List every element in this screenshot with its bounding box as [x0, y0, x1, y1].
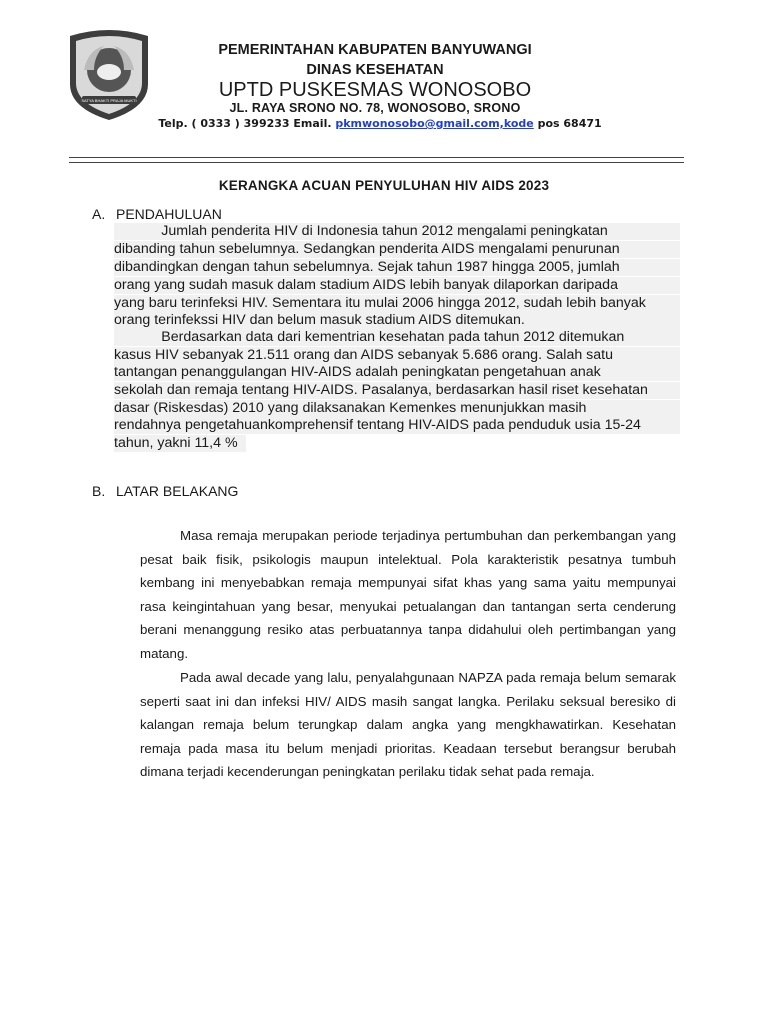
section-a-line: Berdasarkan data dari kementrian kesehatan pada tahun 2012 ditemukan — [114, 329, 680, 346]
section-a-line: dasar (Riskesdas) 2010 yang dilaksanakan Kemenkes menunjukkan masih — [114, 400, 680, 417]
section-a-line: rendahnya pengetahuankomprehensif tentang HIV-AIDS pada penduduk usia 15-24 — [114, 417, 680, 434]
emblem-center-figure — [97, 64, 121, 80]
regency-emblem-logo — [64, 26, 154, 122]
section-b-number: B. — [92, 483, 106, 499]
section-a-line: kasus HIV sebanyak 21.511 orang dan AIDS sebanyak 5.686 orang. Salah satu — [114, 347, 680, 364]
section-b-paragraph: Masa remaja merupakan periode terjadinya pertumbuhan dan perkembangan yang pesat baik fisik, psikologis maupun intelektual. Pola karakteristik pesatnya tumbuh kembang ini menyebabkan remaja mempunyai sifat khas yang sama yaitu mempunyai rasa keingintahuan yang besar, menyukai petualangan dan tantangan serta cenderung berani menanggung resiko atas perbuatannya tanpa didahului oleh pertimbangan yang matang. — [140, 528, 676, 661]
contact-phone: Telp. ( 0333 ) 399233 Email. — [158, 117, 336, 130]
section-a-line: sekolah dan remaja tentang HIV-AIDS. Pasalanya, berdasarkan hasil riset kesehatan — [114, 382, 680, 399]
section-a-line: orang yang sudah masuk dalam stadium AIDS lebih banyak dilaporkan daripada — [114, 277, 680, 294]
government-name: PEMERINTAHAN KABUPATEN BANYUWANGI — [218, 42, 532, 58]
emblem-motto: SATYA BHAKTI PRAJA MUKTI — [81, 98, 137, 103]
section-a-heading — [92, 206, 222, 222]
document-title: KERANGKA ACUAN PENYULUHAN HIV AIDS 2023 — [218, 178, 550, 193]
section-a-line: orang terinfekssi HIV dan belum masuk stadium AIDS ditemukan. — [114, 312, 680, 329]
contact-postal: pos 68471 — [533, 117, 602, 130]
section-b-heading — [92, 483, 238, 499]
institution-address: JL. RAYA SRONO NO. 78, WONOSOBO, SRONO — [229, 101, 521, 115]
section-b-title: LATAR BELAKANG — [116, 483, 239, 499]
section-a-line: yang baru terinfeksi HIV. Sementara itu mulai 2006 hingga 2012, sudah lebih banyak — [114, 295, 680, 312]
letterhead-divider-thick — [69, 157, 684, 158]
section-a-line: dibandingkan dengan tahun sebelumnya. Sejak tahun 1987 hingga 2005, jumlah — [114, 259, 680, 276]
section-a-line: tantangan penanggulangan HIV-AIDS adalah peningkatan pengetahuan anak — [114, 364, 680, 381]
section-a-line: Jumlah penderita HIV di Indonesia tahun 2012 mengalami peningkatan — [114, 223, 680, 240]
letterhead-divider-thin — [69, 162, 684, 163]
section-a-line: dibanding tahun sebelumnya. Sedangkan penderita AIDS mengalami penurunan — [114, 241, 680, 258]
department-name: DINAS KESEHATAN — [306, 62, 444, 78]
section-a-number: A. — [92, 206, 106, 222]
section-b-paragraph: Pada awal decade yang lalu, penyalahgunaan NAPZA pada remaja belum semarak seperti saat ini dan infeksi HIV/ AIDS masih sangat langka. Perilaku seksual beresiko di kalangan remaja belum terungkap dalam angka yang mengkhawatirkan. Kesehatan remaja pada masa itu belum menjadi prioritas. Keadaan tersebut berangsur berubah dimana terjadi kecenderungan peningkatan perilaku tidak sehat pada remaja. — [140, 670, 676, 779]
section-a-title: PENDAHULUAN — [116, 206, 222, 222]
contact-line — [140, 117, 620, 130]
institution-name: UPTD PUSKESMAS WONOSOBO — [218, 79, 532, 101]
section-a-line: tahun, yakni 11,4 % — [114, 435, 246, 452]
email-link[interactable]: pkmwonosobo@gmail.com,kode — [335, 117, 534, 130]
